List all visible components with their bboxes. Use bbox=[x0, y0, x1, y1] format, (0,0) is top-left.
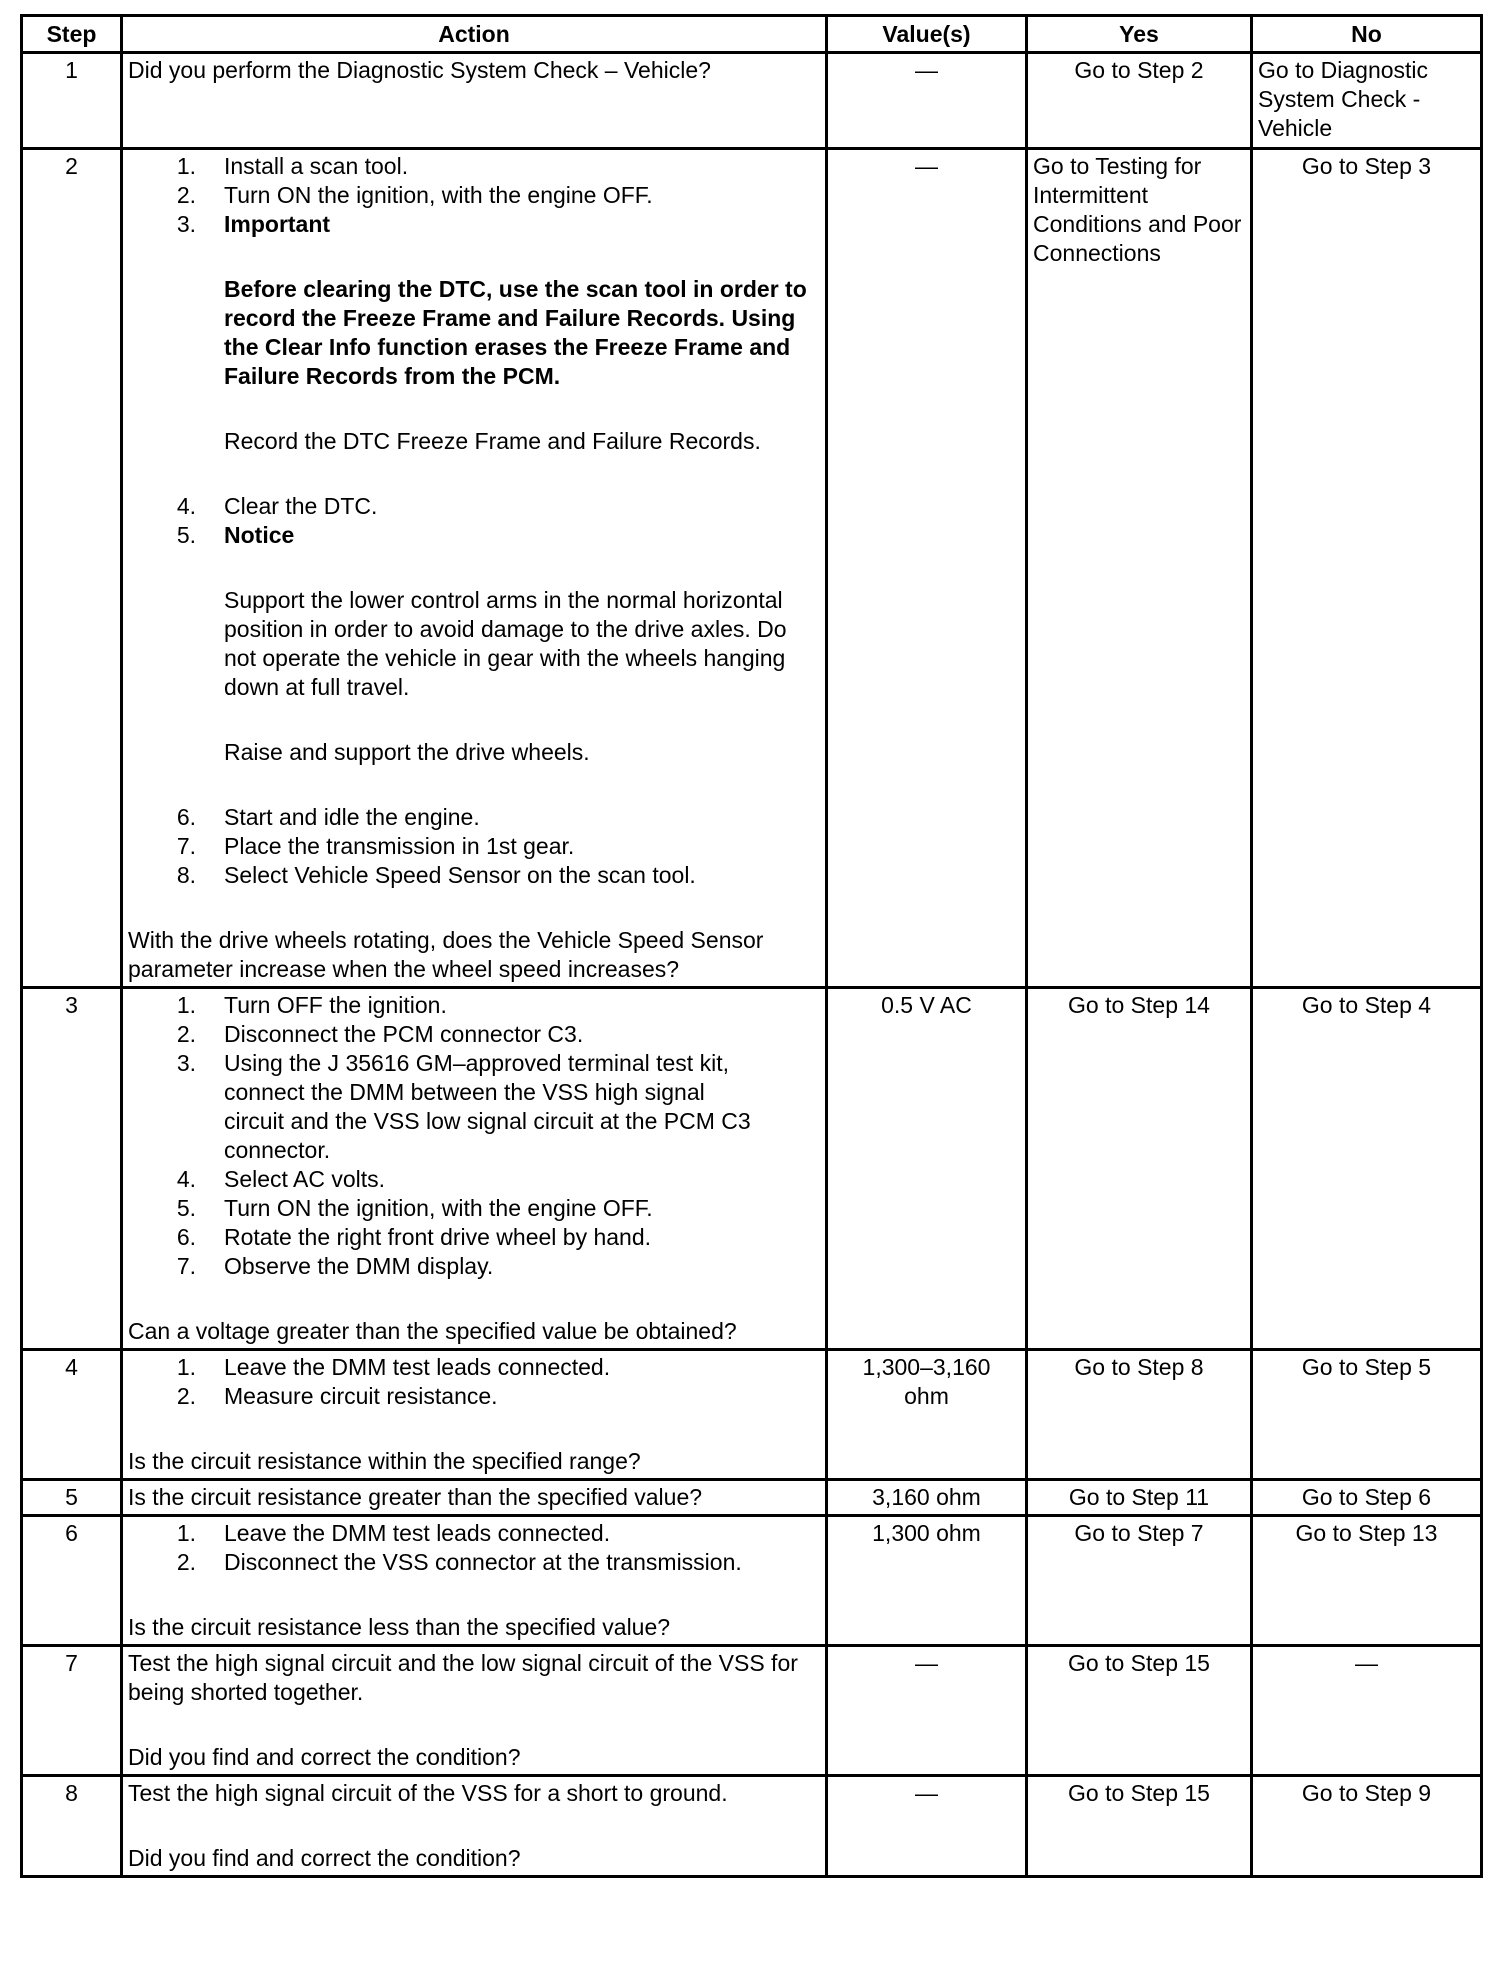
step-list bbox=[128, 991, 820, 1281]
list-item: 4. Select AC volts. bbox=[176, 1166, 386, 1192]
step-list bbox=[128, 1519, 820, 1577]
yes-cell: Go to Step 15 bbox=[1027, 1646, 1252, 1776]
list-item: 4. Clear the DTC. bbox=[176, 493, 378, 519]
no-cell: Go to Step 13 bbox=[1252, 1516, 1482, 1646]
value-cell: 3,160 ohm bbox=[827, 1480, 1027, 1516]
list-item: 1. Leave the DMM test leads connected. bbox=[176, 1354, 611, 1380]
table-row bbox=[22, 1646, 1482, 1776]
list-item: 6. Start and idle the engine. bbox=[176, 804, 480, 830]
yes-cell: Go to Step 15 bbox=[1027, 1776, 1252, 1877]
yes-cell: Go to Step 7 bbox=[1027, 1516, 1252, 1646]
action-cell bbox=[122, 1480, 827, 1516]
value-cell: 1,300 ohm bbox=[827, 1516, 1027, 1646]
list-item: 3. Using the J 35616 GM–approved terminal test kit, connect the DMM between the VSS high signal circuit and the VSS low signal circuit at the PCM C3 connector. bbox=[176, 1050, 751, 1163]
list-item: 5. Turn ON the ignition, with the engine OFF. bbox=[176, 1195, 653, 1221]
step-number: 4 bbox=[22, 1350, 122, 1480]
value-cell: 0.5 V AC bbox=[827, 988, 1027, 1350]
yes-cell: Go to Step 2 bbox=[1027, 53, 1252, 149]
step-number: 5 bbox=[22, 1480, 122, 1516]
header-action: Action bbox=[122, 16, 827, 53]
no-cell: Go to Diagnostic System Check - Vehicle bbox=[1252, 53, 1482, 149]
question-text: Can a voltage greater than the specified value be obtained? bbox=[128, 1318, 737, 1344]
yes-cell: Go to Step 11 bbox=[1027, 1480, 1252, 1516]
notice-label: Notice bbox=[224, 522, 295, 548]
important-label: Important bbox=[224, 211, 331, 237]
step-list bbox=[128, 152, 820, 239]
header-yes: Yes bbox=[1027, 16, 1252, 53]
yes-cell: Go to Testing for Intermittent Conditions and Poor Connections bbox=[1027, 149, 1252, 988]
list-item: 2. Turn ON the ignition, with the engine OFF. bbox=[176, 182, 653, 208]
action-cell bbox=[122, 149, 827, 988]
step-number: 7 bbox=[22, 1646, 122, 1776]
instruction-text: Raise and support the drive wheels. bbox=[224, 739, 590, 765]
action-cell bbox=[122, 988, 827, 1350]
list-item: 7. Observe the DMM display. bbox=[176, 1253, 494, 1279]
action-cell bbox=[122, 1646, 827, 1776]
table-row bbox=[22, 1350, 1482, 1480]
list-item: 1. Install a scan tool. bbox=[176, 153, 409, 179]
value-cell: — bbox=[827, 149, 1027, 988]
test-text: Test the high signal circuit of the VSS for a short to ground. bbox=[128, 1780, 728, 1806]
list-item: 2. Measure circuit resistance. bbox=[176, 1383, 498, 1409]
step-list bbox=[128, 1353, 820, 1411]
list-item: 2. Disconnect the VSS connector at the transmission. bbox=[176, 1549, 742, 1575]
header-step: Step bbox=[22, 16, 122, 53]
list-item: 8. Select Vehicle Speed Sensor on the scan tool. bbox=[176, 862, 696, 888]
value-cell: — bbox=[827, 53, 1027, 149]
question-text: Is the circuit resistance less than the specified value? bbox=[128, 1614, 671, 1640]
diagnostic-table bbox=[20, 14, 1483, 1878]
question-text: Did you perform the Diagnostic System Check – Vehicle? bbox=[128, 57, 711, 83]
no-cell: Go to Step 4 bbox=[1252, 988, 1482, 1350]
important-text: Before clearing the DTC, use the scan tool in order to record the Freeze Frame and Failure Records. Using the Clear Info function erases the Freeze Frame and Failure Records from the PCM. bbox=[224, 276, 807, 389]
yes-cell: Go to Step 14 bbox=[1027, 988, 1252, 1350]
header-values: Value(s) bbox=[827, 16, 1027, 53]
table-row bbox=[22, 988, 1482, 1350]
action-cell bbox=[122, 1516, 827, 1646]
table-row bbox=[22, 1516, 1482, 1646]
list-item: 5. Notice bbox=[128, 521, 820, 550]
action-cell bbox=[122, 1776, 827, 1877]
no-cell: Go to Step 6 bbox=[1252, 1480, 1482, 1516]
step-number: 1 bbox=[22, 53, 122, 149]
step-list bbox=[128, 492, 820, 550]
list-item: 1. Leave the DMM test leads connected. bbox=[176, 1520, 611, 1546]
table-row bbox=[22, 1480, 1482, 1516]
question-text: With the drive wheels rotating, does the Vehicle Speed Sensor parameter increase when the wheel speed increases? bbox=[128, 927, 764, 982]
question-text: Did you find and correct the condition? bbox=[128, 1744, 521, 1770]
step-list bbox=[128, 803, 820, 890]
action-cell bbox=[122, 1350, 827, 1480]
table-row bbox=[22, 53, 1482, 149]
header-no: No bbox=[1252, 16, 1482, 53]
list-item: 6. Rotate the right front drive wheel by hand. bbox=[176, 1224, 652, 1250]
value-cell: 1,300–3,160 ohm bbox=[827, 1350, 1027, 1480]
list-item: 2. Disconnect the PCM connector C3. bbox=[176, 1021, 584, 1047]
list-item: 7. Place the transmission in 1st gear. bbox=[176, 833, 575, 859]
table-row bbox=[22, 1776, 1482, 1877]
question-text: Is the circuit resistance within the specified range? bbox=[128, 1448, 641, 1474]
yes-cell: Go to Step 8 bbox=[1027, 1350, 1252, 1480]
step-number: 8 bbox=[22, 1776, 122, 1877]
list-item: 1. Turn OFF the ignition. bbox=[176, 992, 447, 1018]
instruction-text: Record the DTC Freeze Frame and Failure Records. bbox=[224, 428, 761, 454]
notice-text: Support the lower control arms in the normal horizontal position in order to avoid damage to the drive axles. Do not operate the vehicle in gear with the wheels hanging down at full travel. bbox=[224, 587, 787, 700]
step-number: 2 bbox=[22, 149, 122, 988]
test-text: Test the high signal circuit and the low signal circuit of the VSS for being shorted together. bbox=[128, 1650, 798, 1705]
table-row bbox=[22, 149, 1482, 988]
question-text: Did you find and correct the condition? bbox=[128, 1845, 521, 1871]
action-cell bbox=[122, 53, 827, 149]
value-cell: — bbox=[827, 1646, 1027, 1776]
no-cell: Go to Step 9 bbox=[1252, 1776, 1482, 1877]
no-cell: — bbox=[1252, 1646, 1482, 1776]
step-number: 6 bbox=[22, 1516, 122, 1646]
list-item: 3. Important bbox=[128, 210, 820, 239]
question-text: Is the circuit resistance greater than the specified value? bbox=[128, 1484, 703, 1510]
value-cell: — bbox=[827, 1776, 1027, 1877]
no-cell: Go to Step 3 bbox=[1252, 149, 1482, 988]
step-number: 3 bbox=[22, 988, 122, 1350]
header-row bbox=[22, 16, 1482, 53]
no-cell: Go to Step 5 bbox=[1252, 1350, 1482, 1480]
